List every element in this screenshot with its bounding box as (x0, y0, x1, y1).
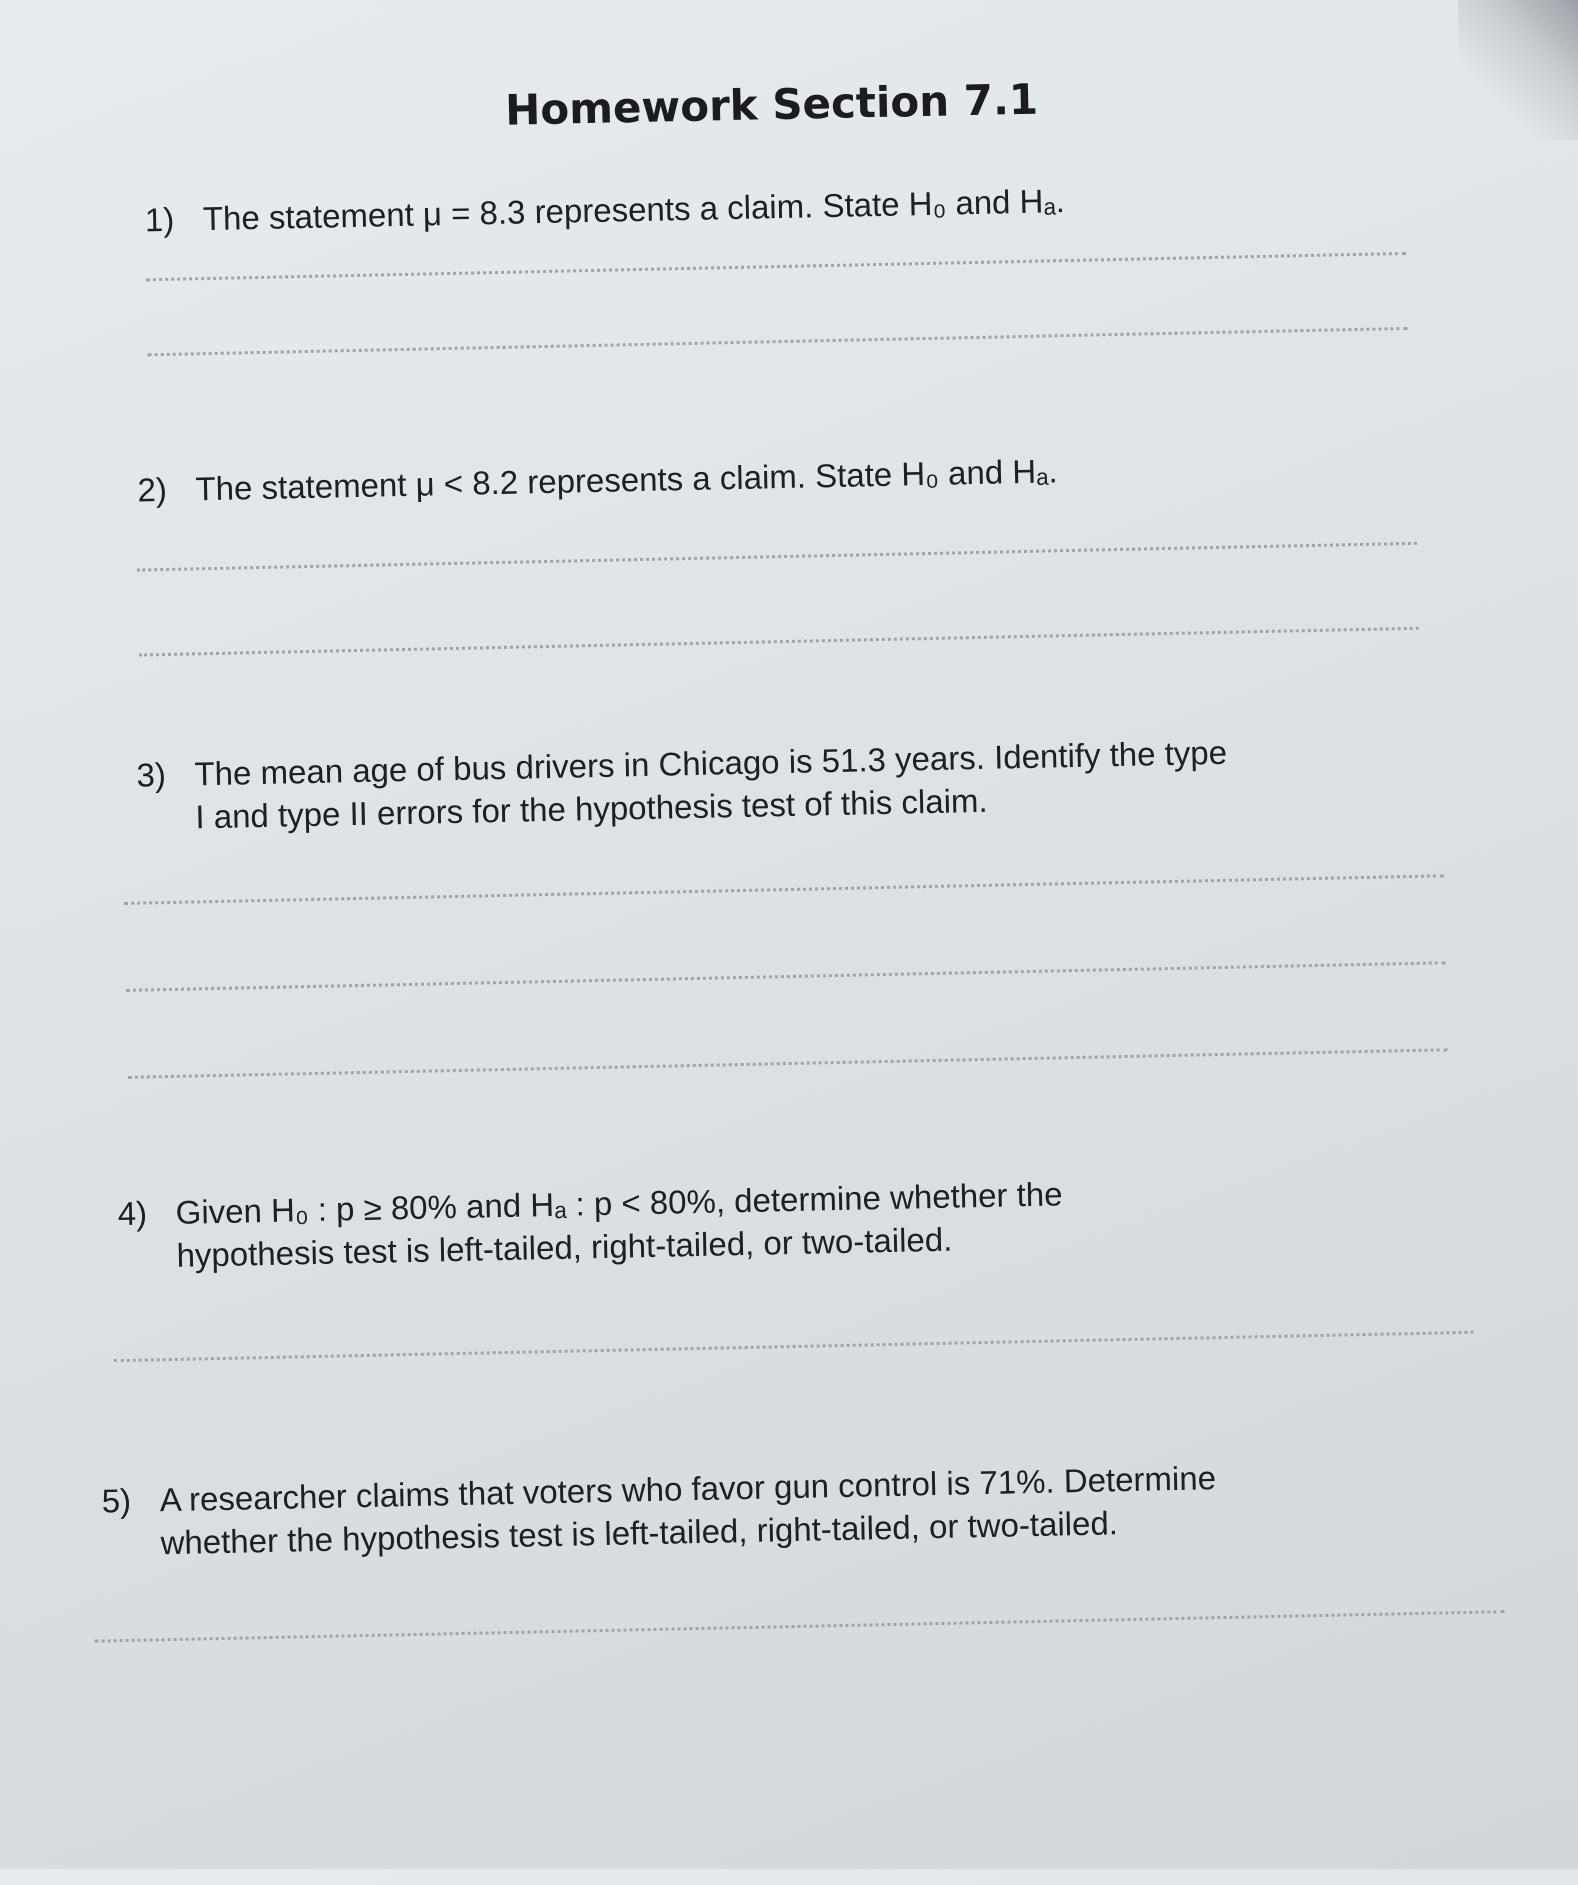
question-text-line-2: hypothesis test is left-tailed, right-tailed, or two-tailed. (176, 1220, 953, 1274)
question-text-line-2: whether the hypothesis test is left-tailed, right-tailed, or two-tailed. (160, 1504, 1119, 1562)
answer-line (95, 1610, 1505, 1643)
question-text-line-1: A researcher claims that voters who favor gun control is 71%. Determine (159, 1459, 1217, 1519)
question-5 (101, 1456, 1217, 1564)
answer-line (139, 627, 1419, 657)
answer-line (148, 327, 1408, 356)
answer-line (137, 542, 1417, 572)
answer-line (124, 874, 1444, 905)
answer-line (128, 1048, 1448, 1079)
question-number: 2) (137, 470, 168, 509)
answer-line (114, 1331, 1474, 1362)
page-title: Homework Section 7.1 (504, 74, 1039, 135)
question-2 (137, 449, 1058, 510)
question-3 (136, 731, 1228, 839)
answer-line (126, 961, 1446, 992)
question-text-line-2: I and type II errors for the hypothesis test of this claim. (195, 781, 988, 836)
question-1 (144, 179, 1066, 240)
question-number: 3) (136, 756, 167, 794)
question-text: The statement μ < 8.2 represents a claim. State H₀ and Hₐ. (195, 452, 1058, 508)
question-number: 4) (117, 1194, 148, 1233)
question-number: 1) (144, 200, 175, 239)
question-text-line-1: Given H₀ : p ≥ 80% and Hₐ : p < 80%, determine whether the (175, 1175, 1063, 1231)
answer-line (146, 252, 1406, 281)
question-4 (117, 1172, 1064, 1277)
question-text-line-1: The mean age of bus drivers in Chicago is 51.3 years. Identify the type (194, 733, 1228, 793)
question-number: 5) (101, 1481, 132, 1520)
question-text: The statement μ = 8.3 represents a claim. State H₀ and Hₐ. (202, 182, 1066, 238)
